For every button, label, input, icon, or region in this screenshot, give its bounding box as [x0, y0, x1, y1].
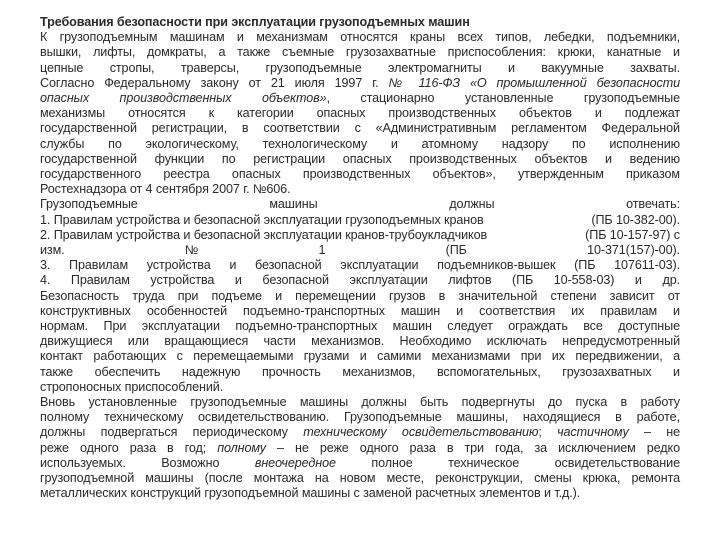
paragraph-line: государственной регистрации, в соответствии с «Административным регламентом Федеральной — [40, 121, 680, 136]
document-title: Требования безопасности при эксплуатации грузоподъемных машин — [40, 15, 470, 29]
paragraph-line: государственной функции по регистрации опасных производственных объектов и ведению — [40, 151, 680, 166]
rule-item-2-amendment — [40, 243, 680, 258]
rule-text: 2. Правилам устройства и безопасной эксплуатации кранов-трубоукладчиков — [40, 227, 488, 242]
rule-item-2 — [40, 228, 680, 243]
rule-word: № — [184, 243, 199, 258]
paragraph-line: полному техническому освидетельствованию. Грузоподъемные машины, находящиеся в работе, — [40, 410, 680, 425]
rule-code: (ПБ 10-157-97) с — [585, 227, 680, 242]
text-run: ; — [538, 425, 558, 440]
paragraph-line: механизмы относятся к категории опасных производственных объектов и подлежат — [40, 106, 680, 121]
text-run: используемых. Возможно — [40, 455, 255, 470]
paragraph-line: службы по экологическому, технологическому и атомному надзору по исполнению — [40, 136, 680, 151]
paragraph-line — [40, 456, 680, 471]
rules-word: должны — [449, 197, 495, 212]
paragraph-line: Безопасность труда при подъеме и перемещении грузов в значительной степени зависит от — [40, 288, 680, 303]
paragraph-line: вышки, лифты, домкраты, а также съемные грузозахватные приспособления: крюки, канатные и — [40, 45, 680, 60]
italic-term: частичному — [557, 425, 629, 440]
rule-word: 1 — [318, 243, 326, 258]
paragraph-line: Вновь установленные грузоподъемные машины должны быть подвергнуты до пуска в работу — [40, 395, 680, 410]
italic-term: полному — [217, 440, 267, 455]
paragraph-line: государственного реестра опасных производственных объектов», утвержденным приказом — [40, 167, 680, 182]
rules-intro-line — [40, 197, 680, 212]
paragraph-line: также обеспечить надежную прочность механизмов, вспомогательных, грузозахватных и — [40, 364, 680, 379]
paragraph-line — [40, 91, 680, 106]
paragraph-line: грузоподъемной машины (после монтажа на новом месте, реконструкции, смены крюка, ремонта — [40, 471, 680, 486]
text-run: должны подвергаться периодическому — [40, 425, 304, 440]
rules-word: Грузоподъемные — [40, 197, 138, 212]
law-title-italic: опасных производственных объектов» — [40, 91, 327, 106]
rules-word: машины — [269, 197, 318, 212]
text-run: – не реже одного раза в три года, за исключением редко — [266, 440, 680, 455]
paragraph-line: цепные стропы, траверсы, грузоподъемные электромагниты и вакуумные захваты. — [40, 60, 680, 75]
italic-term: техническому освидетельствованию — [303, 425, 539, 440]
paragraph-line: металлических конструкций грузоподъемной машины с заменой расчетных элементов и т.д.). — [40, 486, 581, 501]
text-run: полное техническое освидетельствование — [335, 455, 680, 470]
rule-word: изм. — [40, 243, 65, 258]
paragraph-line: нормам. При эксплуатации подъемно-транспортных машин следует ограждать все доступные — [40, 319, 680, 334]
paragraph-line — [40, 76, 680, 91]
paragraph-line: Ростехнадзора от 4 сентября 2007 г. №606. — [40, 182, 291, 197]
rule-item-4: 4. Правилам устройства и безопасной эксплуатации лифтов (ПБ 10-558-03) и др. — [40, 273, 680, 288]
paragraph-line: стропоносных приспособлений. — [40, 379, 224, 394]
paragraph-line: движущиеся или вращающиеся части механизмов. Необходимо исключать непредусмотренный — [40, 334, 680, 349]
paragraph-line — [40, 425, 680, 440]
paragraph-line: контакт работающих с перемещаемыми грузами и самими механизмами при их передвижении, а — [40, 349, 680, 364]
rule-word: 10-371(157)-00). — [587, 243, 680, 258]
rule-item-3: 3. Правилам устройства и безопасной эксплуатации подъемников-вышек (ПБ 107611-03). — [40, 258, 680, 273]
rule-word: (ПБ — [445, 243, 467, 258]
document-page — [40, 15, 680, 502]
law-reference-text: , стационарно установленные грузоподъемные — [326, 91, 680, 106]
law-title-italic: № 116-ФЗ «О промышленной безопасности — [388, 75, 680, 90]
rule-text: 1. Правилам устройства и безопасной эксплуатации грузоподъемных кранов — [40, 212, 484, 227]
rule-item-1 — [40, 213, 680, 228]
paragraph-line: К грузоподъемным машинам и механизмам относятся краны всех типов, лебедки, подъемники, — [40, 30, 680, 45]
paragraph-line — [40, 441, 680, 456]
rules-word: отвечать: — [626, 197, 680, 212]
text-run: реже одного раза в год; — [40, 440, 218, 455]
rule-code: (ПБ 10-382-00). — [591, 212, 680, 227]
paragraph-line: конструктивных особенностей подъемно-транспортных машин и соответствия их правилам и — [40, 303, 680, 318]
italic-term: внеочередное — [254, 455, 336, 470]
law-reference-text: Согласно Федеральному закону от 21 июля 1997 г. — [40, 75, 389, 90]
text-run: – не — [628, 425, 680, 440]
